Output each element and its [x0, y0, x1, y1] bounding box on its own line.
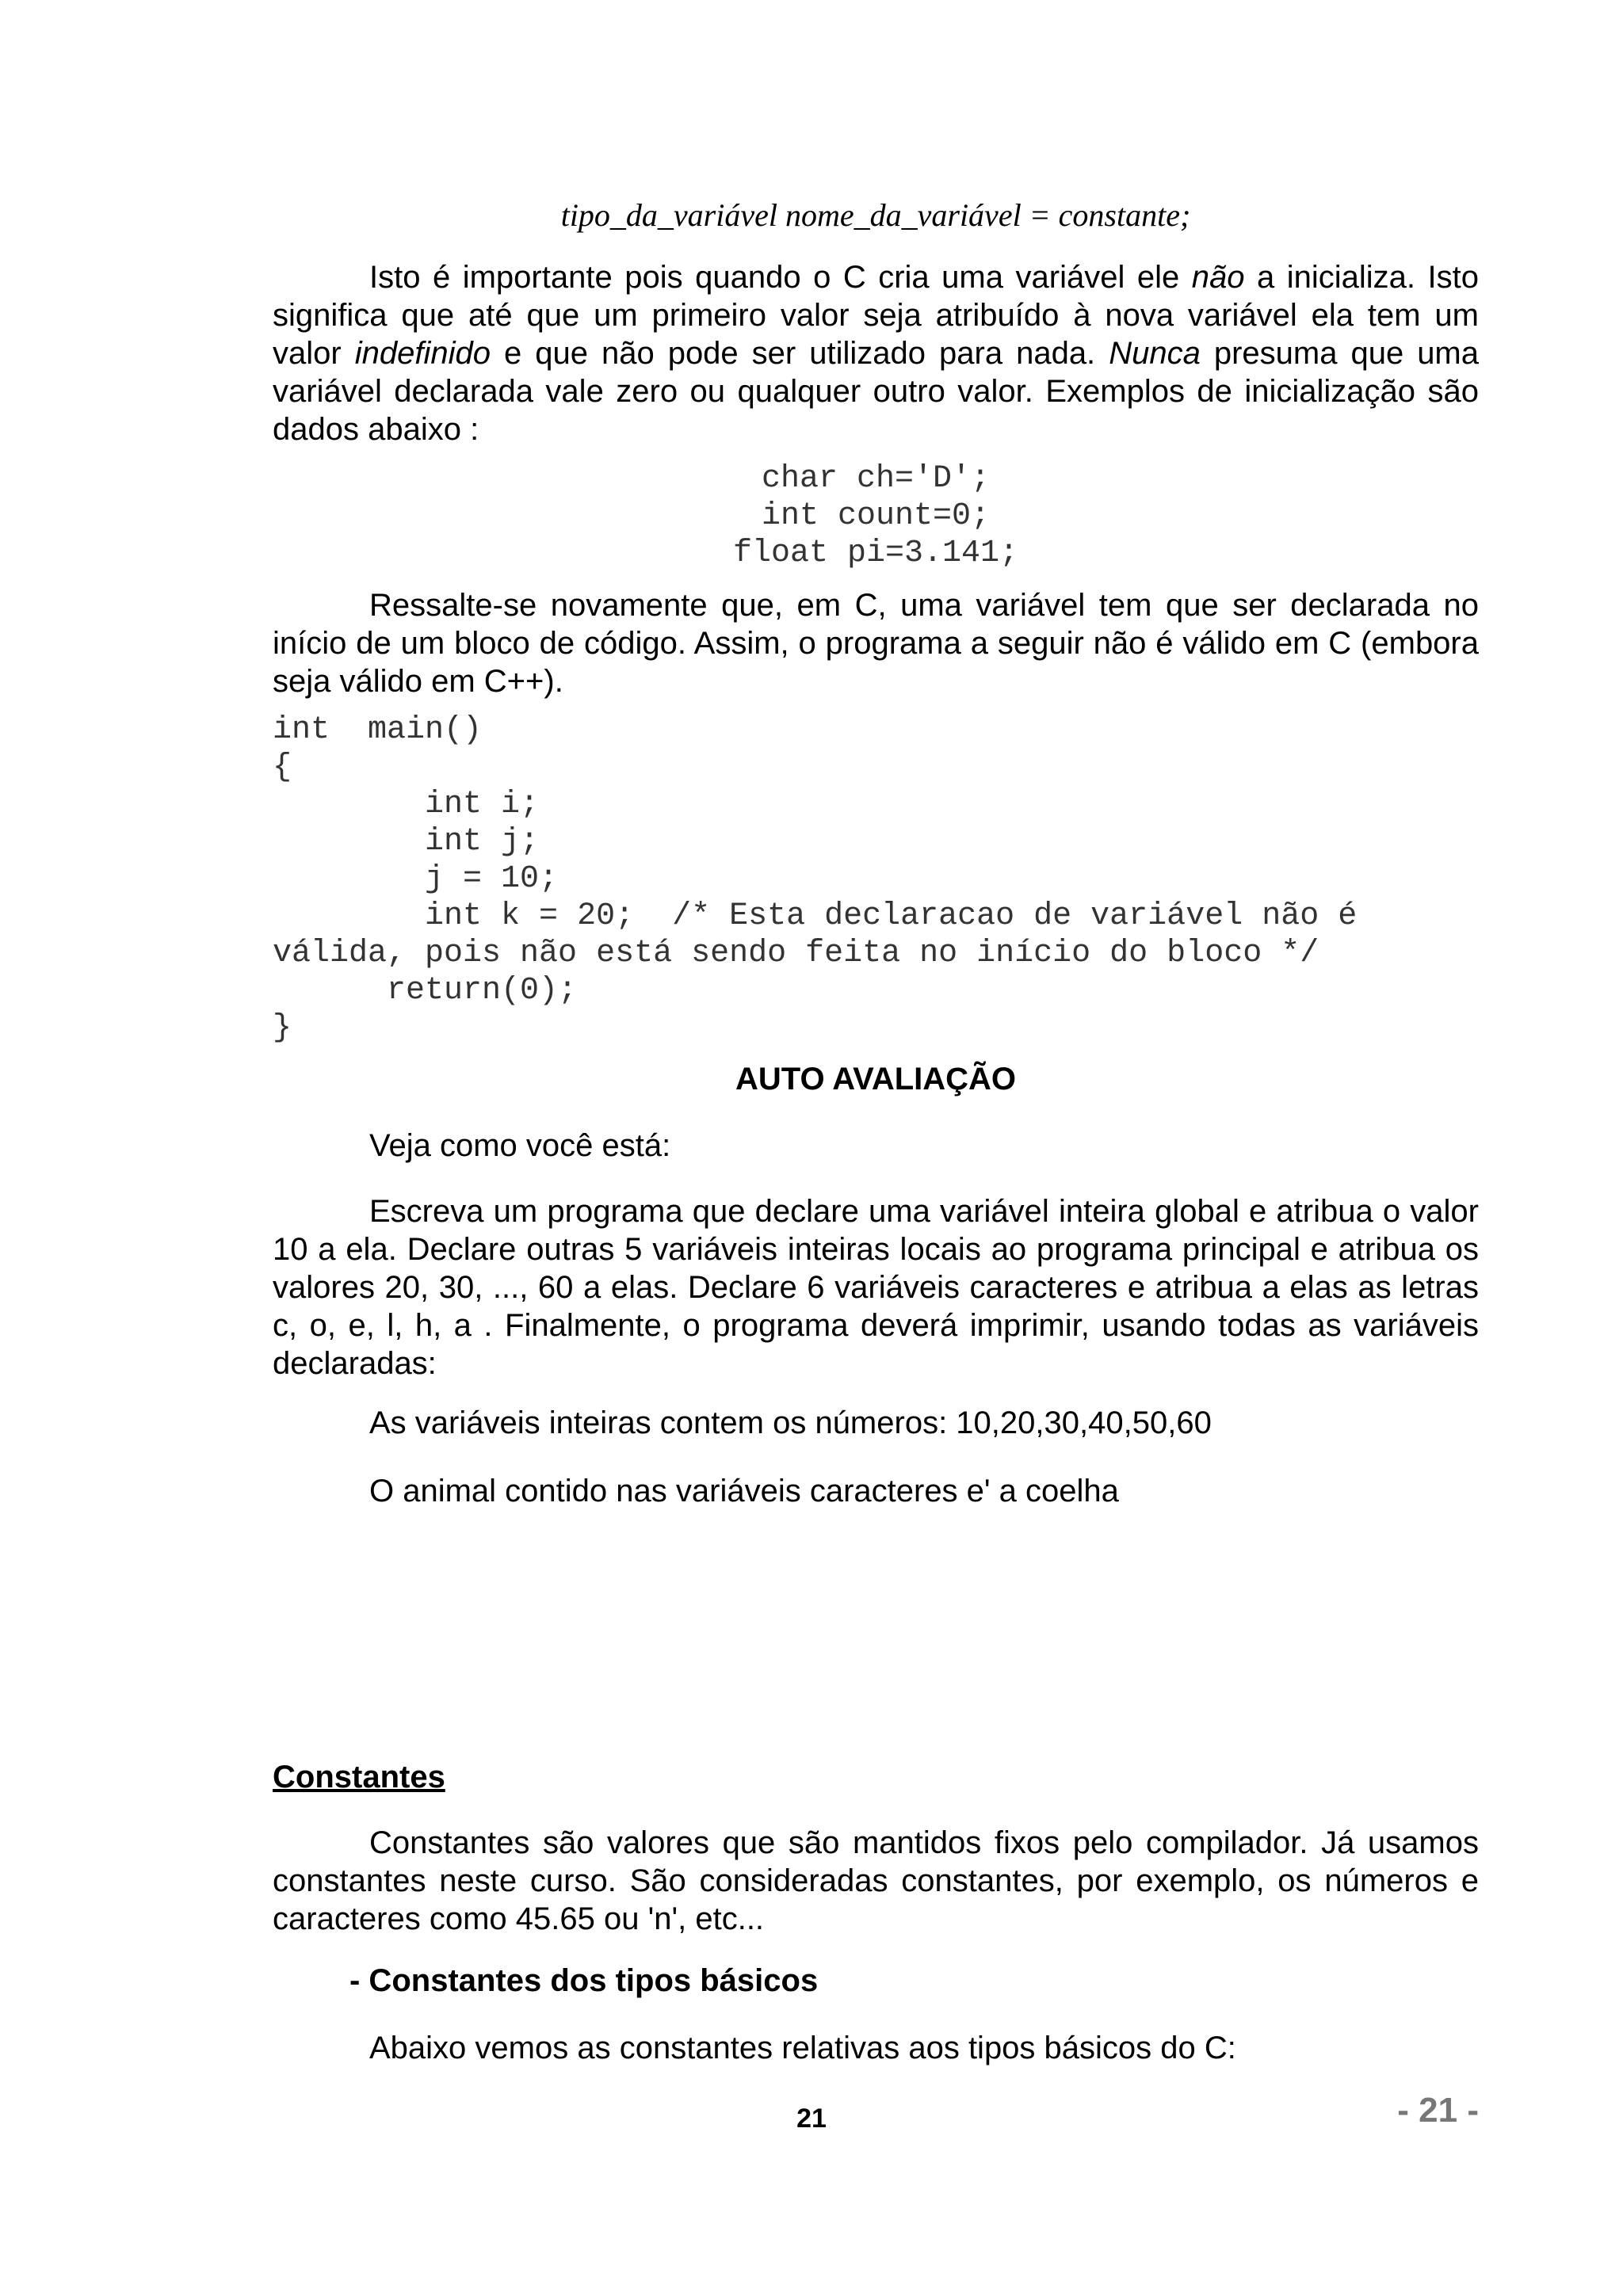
abaixo-text: Abaixo vemos as constantes relativas aos tipos básicos do C: — [369, 2031, 1236, 2065]
code-line-4: int j; — [273, 824, 540, 860]
veja-text: Veja como você está: — [369, 1128, 671, 1163]
para1-italic-nunca: Nunca — [1109, 336, 1201, 371]
init-example-float: float pi=3.141; — [732, 536, 1019, 571]
para1-text-4: presuma que uma variável declarada vale zero ou qualquer outro valor. Exemplos de inicialização são dados abaixo : — [273, 336, 1479, 447]
expected-output-1: As variáveis inteiras contem os números: 10,20,30,40,50,60 — [369, 1405, 1212, 1440]
init-example-char: char ch='D'; — [761, 461, 991, 497]
code-line-2: { — [273, 749, 292, 785]
code-line-3: int i; — [273, 787, 540, 822]
constantes-paragraph: Constantes são valores que são mantidos fixos pelo compilador. Já usamos constantes neste curso. São consideradas constantes, por exemplo, os números e caracteres como 45.65 ou 'n', etc... — [273, 1825, 1479, 1936]
init-example-int: int count=0; — [761, 498, 991, 534]
para1-italic-indefinido: indefinido — [354, 336, 491, 371]
para1-text-3: e que não pode ser utilizado para nada. — [490, 336, 1109, 371]
basic-types-subheading: - Constantes dos tipos básicos — [349, 1963, 819, 1998]
code-line-1: int main() — [273, 712, 483, 748]
declaration-rule-paragraph: Ressalte-se novamente que, em C, uma variável tem que ser declarada no início de um bloco de código. Assim, o programa a seguir não é válido em C (embora seja válido em C++). — [273, 588, 1479, 699]
expected-output-2: O animal contido nas variáveis caracteres e' a coelha — [369, 1474, 1119, 1508]
code-line-8: return(0); — [273, 973, 578, 1009]
code-line-6: int k = 20; /* Esta declaracao de variável não é — [273, 898, 1358, 934]
declaration-formula: tipo_da_variável nome_da_variável = constante; — [560, 197, 1191, 233]
para1-text-1: Isto é importante pois quando o C cria uma variável ele — [369, 260, 1192, 295]
exercise-paragraph: Escreva um programa que declare uma variável inteira global e atribua o valor 10 a ela. Declare outras 5 variáveis inteiras locais ao programa principal e atribua os valores 20, 30, ..., 60 a elas. Declare 6 variáveis caracteres e atribua a elas as letras c, o, e, l, h, a . Finalmente, o programa deverá imprimir, usando todas as variáveis declaradas: — [273, 1194, 1479, 1381]
constantes-heading: Constantes — [273, 1760, 445, 1794]
code-line-9: } — [273, 1010, 292, 1046]
auto-avaliacao-heading: AUTO AVALIAÇÃO — [735, 1062, 1017, 1097]
page-number-right: - 21 - — [1397, 2091, 1479, 2130]
para1-italic-nao: não — [1191, 260, 1245, 295]
code-line-7: válida, pois não está sendo feita no início do bloco */ — [273, 936, 1319, 971]
page-number-center: 21 — [796, 2103, 827, 2134]
code-line-5: j = 10; — [273, 861, 559, 897]
para1-text-2: a inicializa. Isto significa que até que um primeiro valor seja atribuído à nova variável ela tem um valor — [273, 260, 1480, 371]
initialization-paragraph — [273, 258, 1479, 448]
